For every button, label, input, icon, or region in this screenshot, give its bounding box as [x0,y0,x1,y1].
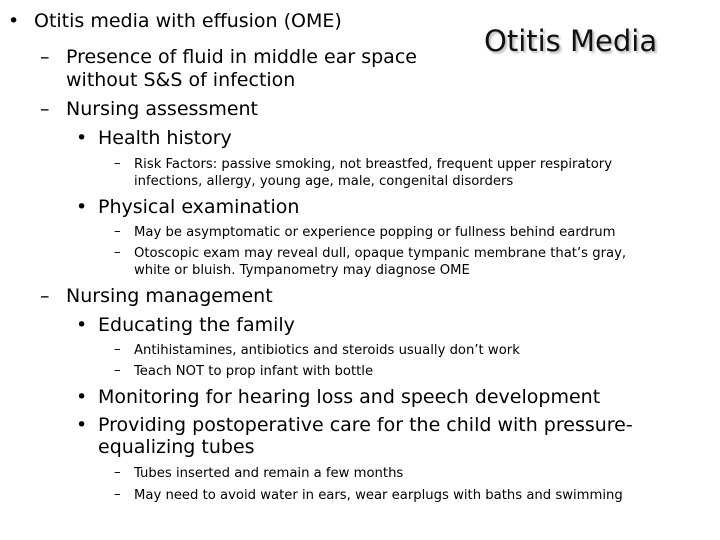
dash-marker: – [114,156,121,171]
bullet-marker: • [76,414,88,436]
bullet-postop-line1: Providing postoperative care for the child with pressure- [98,414,633,436]
water-text: May need to avoid water in ears, wear earplugs with baths and swimming [134,488,623,503]
dash-marker: – [40,285,50,307]
bullet-educating-family: Educating the family [98,314,295,336]
dash-marker: – [114,363,121,378]
antihistamines-text: Antihistamines, antibiotics and steroids usually don’t work [134,343,520,358]
otoscopic-line2: white or bluish. Tympanometry may diagnose OME [134,263,470,278]
slide-title: Otitis Media [484,24,658,58]
bullet-otoscopic [134,245,626,279]
bullet-nursing-assessment: Nursing assessment [66,98,259,120]
dash-marker: – [114,342,121,357]
bullet-marker: • [8,10,20,32]
dash-marker: – [114,487,121,502]
bullet-presence-line2: without S&S of infection [66,69,296,91]
bullet-antihistamines [134,342,520,359]
bullet-teach [134,363,373,380]
bullet-physical-examination: Physical examination [98,196,300,218]
risk-factors-line1: Risk Factors: passive smoking, not breastfed, frequent upper respiratory [134,157,612,172]
dash-marker: – [114,245,121,260]
otoscopic-line1: Otoscopic exam may reveal dull, opaque tympanic membrane that’s gray, [134,246,627,261]
bullet-health-history: Health history [98,127,232,149]
dash-marker: – [40,46,50,68]
dash-marker: – [40,98,50,120]
bullet-marker: • [76,127,88,149]
risk-factors-line2: infections, allergy, young age, male, congenital disorders [134,174,514,189]
tubes-text: Tubes inserted and remain a few months [134,466,404,481]
dash-marker: – [114,465,121,480]
bullet-presence-line1: Presence of fluid in middle ear space [66,46,417,68]
bullet-ome: Otitis media with effusion (OME) [34,10,342,32]
bullet-asymptomatic [134,224,616,241]
teach-text: Teach NOT to prop infant with bottle [134,364,374,379]
bullet-marker: • [76,314,88,336]
bullet-monitoring: Monitoring for hearing loss and speech development [98,386,601,408]
asymptomatic-text: May be asymptomatic or experience popping or fullness behind eardrum [134,225,616,240]
bullet-water [134,487,623,504]
bullet-tubes [134,465,403,482]
bullet-risk-factors [134,156,612,190]
dash-marker: – [114,224,121,239]
bullet-marker: • [76,196,88,218]
bullet-postop-line2: equalizing tubes [98,436,255,458]
bullet-marker: • [76,386,88,408]
bullet-nursing-management: Nursing management [66,285,273,307]
